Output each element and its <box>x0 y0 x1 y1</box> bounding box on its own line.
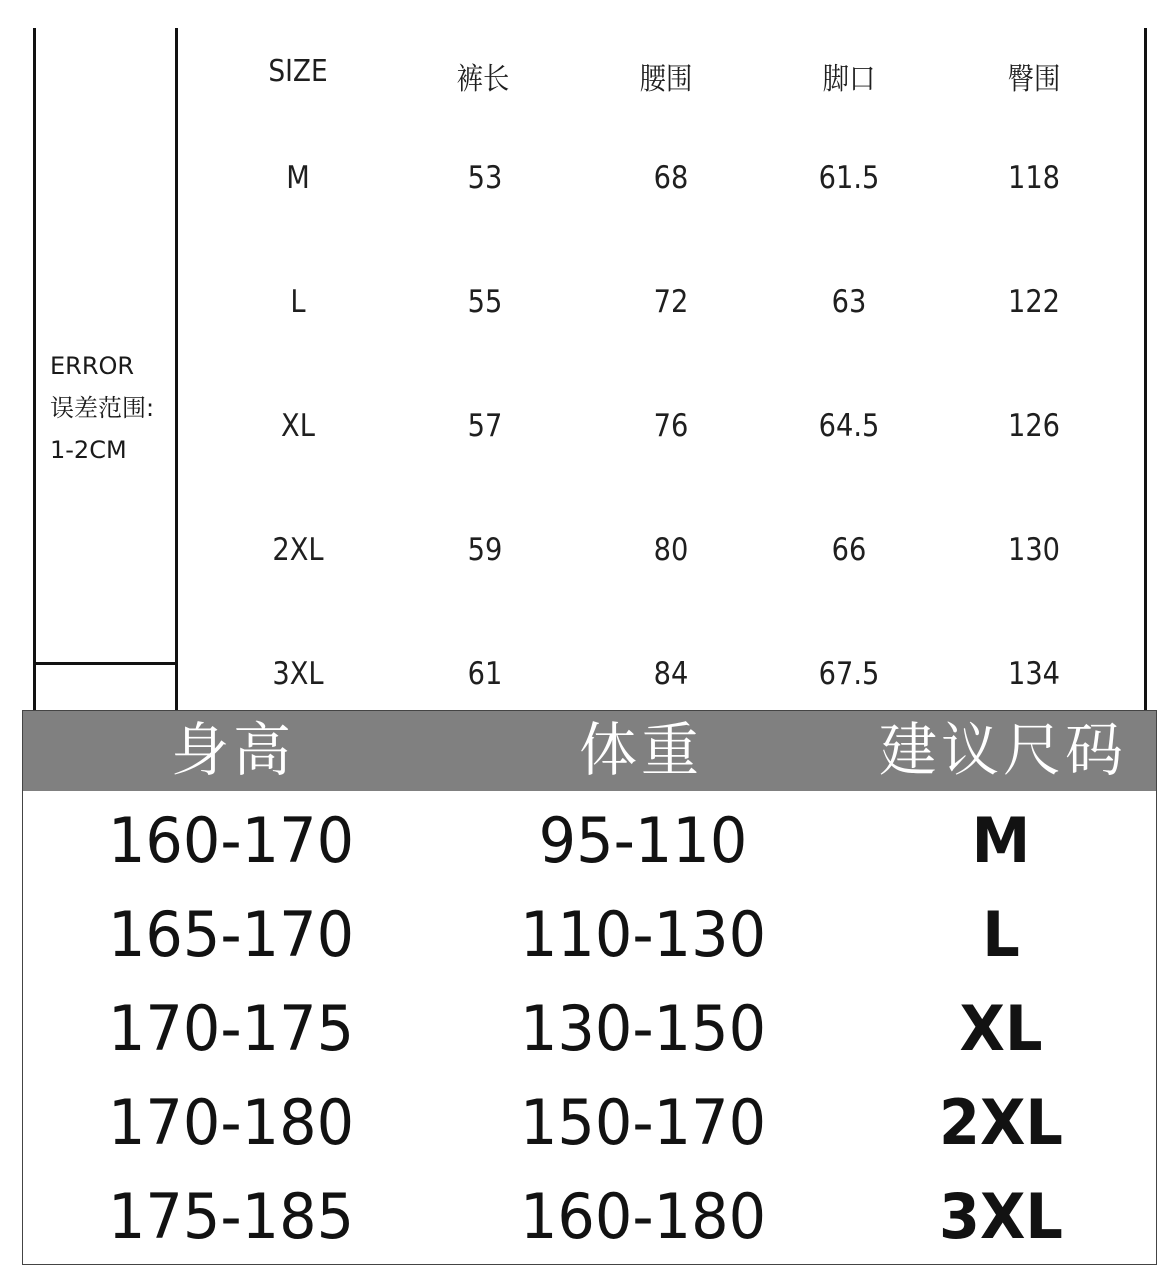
col-header-hip: 臀围 <box>1007 62 1061 97</box>
recommendation-header <box>23 711 1156 791</box>
table-right-border <box>1144 28 1147 710</box>
cell-hip: 130 <box>1007 532 1061 568</box>
cell-waist: 72 <box>653 284 689 320</box>
error-note-label: 误差范围: <box>50 394 155 422</box>
cell-hip: 134 <box>1007 656 1061 692</box>
cell-length: 61 <box>467 656 503 692</box>
cell-length: 57 <box>467 408 503 444</box>
error-note-value: 1-2CM <box>50 436 127 464</box>
col-header-size: SIZE <box>268 54 328 89</box>
cell-weight-range: 160-180 <box>519 1180 767 1253</box>
cell-leg-opening: 61.5 <box>818 160 880 196</box>
cell-height-range: 175-185 <box>107 1180 355 1253</box>
col-header-height: 身高 <box>170 716 295 784</box>
cell-length: 59 <box>467 532 503 568</box>
cell-leg-opening: 67.5 <box>818 656 880 692</box>
error-note-title: ERROR <box>50 352 135 380</box>
cell-size: 2XL <box>272 532 324 568</box>
cell-height-range: 160-170 <box>107 804 355 877</box>
cell-hip: 122 <box>1007 284 1061 320</box>
col-header-length: 裤长 <box>456 62 510 97</box>
cell-height-range: 170-180 <box>107 1086 355 1159</box>
cell-hip: 118 <box>1007 160 1061 196</box>
cell-waist: 68 <box>653 160 689 196</box>
cell-leg-opening: 63 <box>831 284 867 320</box>
col-header-weight: 体重 <box>578 716 703 784</box>
size-recommendation-table <box>22 710 1157 1265</box>
cell-leg-opening: 66 <box>831 532 867 568</box>
cell-size: L <box>290 284 306 320</box>
table-divider-line <box>175 28 178 710</box>
cell-leg-opening: 64.5 <box>818 408 880 444</box>
cell-size: XL <box>281 408 315 444</box>
cell-weight-range: 150-170 <box>519 1086 767 1159</box>
cell-waist: 84 <box>653 656 689 692</box>
cell-length: 53 <box>467 160 503 196</box>
cell-size: M <box>286 160 310 196</box>
error-note <box>50 345 154 471</box>
note-bottom-line <box>33 662 178 665</box>
cell-suggested-size: L <box>982 898 1020 971</box>
cell-weight-range: 130-150 <box>519 992 767 1065</box>
cell-suggested-size: XL <box>959 992 1043 1065</box>
col-header-suggested-size: 建议尺码 <box>878 716 1127 784</box>
cell-weight-range: 95-110 <box>538 804 748 877</box>
cell-suggested-size: 2XL <box>939 1086 1063 1159</box>
col-header-leg-opening: 脚口 <box>822 62 876 97</box>
cell-height-range: 170-175 <box>107 992 355 1065</box>
cell-hip: 126 <box>1007 408 1061 444</box>
cell-height-range: 165-170 <box>107 898 355 971</box>
cell-waist: 80 <box>653 532 689 568</box>
cell-weight-range: 110-130 <box>519 898 767 971</box>
cell-size: 3XL <box>272 656 324 692</box>
col-header-waist: 腰围 <box>639 62 693 97</box>
cell-waist: 76 <box>653 408 689 444</box>
cell-suggested-size: M <box>971 804 1031 877</box>
cell-length: 55 <box>467 284 503 320</box>
cell-suggested-size: 3XL <box>939 1180 1063 1253</box>
table-left-border <box>33 28 36 710</box>
